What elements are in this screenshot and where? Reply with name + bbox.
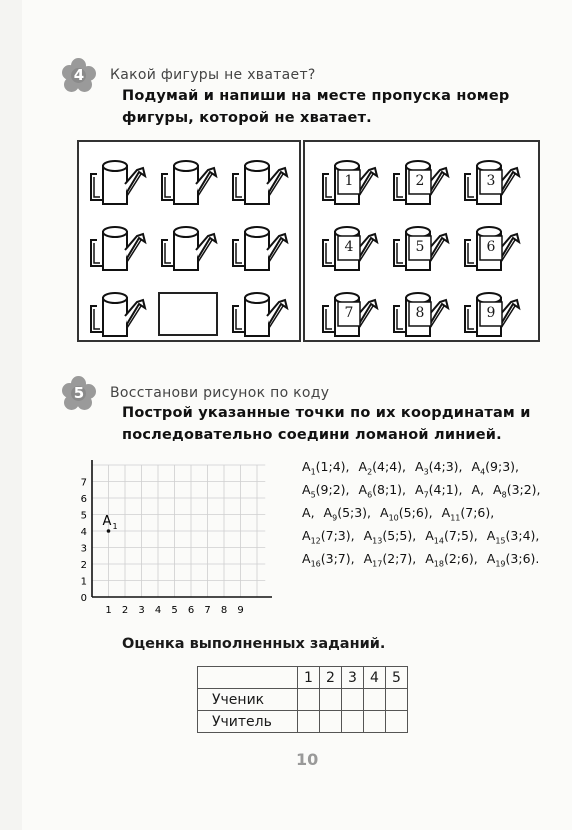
x-tick-label: 7 [204, 605, 211, 616]
grade-cell[interactable] [386, 689, 408, 711]
figure-number: 4 [344, 239, 354, 255]
numbered-watering-can-icon [461, 284, 524, 344]
left-pattern-grid [87, 152, 292, 344]
task4-instruction-line1: Подумай и напиши на месте пропуска номер [122, 88, 510, 104]
point-coordinate: $A_{12}(7;3)$, [302, 528, 355, 546]
point-coordinate: $A_{11}(7;6)$, [441, 505, 495, 523]
right-choice-grid [319, 152, 524, 344]
task-column-header: 2 [320, 667, 342, 689]
point-coordinates-list [302, 458, 552, 573]
task5-instruction [122, 402, 531, 446]
grade-cell[interactable] [342, 689, 364, 711]
point-a1-label-subscript: 1 [112, 522, 118, 531]
task-column-header: 4 [364, 667, 386, 689]
task5-number: 5 [73, 384, 85, 402]
task-column-header: 3 [342, 667, 364, 689]
page-number: 10 [296, 750, 319, 769]
point-a1 [107, 529, 111, 533]
x-tick-label: 5 [171, 605, 178, 616]
figure-number: 7 [344, 305, 354, 321]
task-column-header: 5 [386, 667, 408, 689]
point-coordinate: $A_5(9;2)$, [302, 482, 350, 500]
y-tick-label: 0 [80, 593, 87, 604]
numbered-watering-can-icon [390, 152, 453, 212]
figure-number: 2 [415, 173, 425, 189]
grade-cell[interactable] [320, 711, 342, 733]
grade-cell[interactable] [298, 689, 320, 711]
row-label: Учитель [198, 711, 298, 733]
grade-cell[interactable] [364, 689, 386, 711]
numbered-watering-can-icon [461, 152, 524, 212]
coordinate-grid [76, 458, 272, 618]
task4-title: Какой фигуры не хватает? [110, 67, 316, 83]
figure-number: 5 [415, 239, 425, 255]
task4-flower-icon [62, 58, 96, 92]
watering-can-icon [87, 152, 150, 212]
y-tick-label: 6 [80, 494, 87, 505]
watering-can-icon [229, 284, 292, 344]
watering-can-icon [229, 218, 292, 278]
point-coordinate: A, [302, 505, 315, 521]
figure-number: 3 [486, 173, 496, 189]
task4-instruction [122, 85, 509, 129]
x-tick-label: 8 [220, 605, 228, 616]
numbered-watering-can-icon [319, 218, 382, 278]
point-coordinate: $A_4(9;3)$, [471, 459, 520, 477]
point-coordinate: $A_{17}(2;7)$, [363, 551, 417, 569]
point-coordinate: $A_9(5;3)$, [323, 505, 372, 523]
x-tick-label: 9 [237, 605, 244, 616]
task5-instruction-line1: Построй указанные точки по их координатам и [122, 405, 531, 421]
grade-cell[interactable] [298, 711, 320, 733]
watering-can-icon [158, 218, 221, 278]
numbered-watering-can-icon [390, 218, 453, 278]
point-coordinate: $A_3(4;3)$, [415, 459, 463, 477]
grade-cell[interactable] [364, 711, 386, 733]
task-column-header: 1 [298, 667, 320, 689]
point-coordinate: $A_{15}(3;4)$, [486, 528, 540, 546]
point-coordinate: $A_{19}(3;6)$. [486, 551, 540, 569]
y-tick-label: 5 [80, 510, 87, 522]
x-tick-label: 3 [138, 605, 145, 616]
watering-can-icon [87, 218, 150, 278]
y-tick-label: 4 [80, 527, 87, 538]
point-coordinate: $A_6(8;1)$, [358, 482, 407, 500]
y-tick-label: 2 [80, 560, 87, 571]
numbered-watering-can-icon [390, 284, 453, 344]
watering-can-icon [158, 152, 221, 212]
watering-can-icon [87, 284, 150, 344]
task4-number: 4 [73, 66, 85, 84]
point-coordinate: $A_1(1;4)$, [302, 459, 350, 477]
task4-instruction-line2: фигуры, которой не хватает. [122, 110, 372, 126]
y-tick-label: 3 [80, 543, 87, 555]
missing-figure-blank[interactable] [158, 284, 221, 344]
grade-cell[interactable] [342, 711, 364, 733]
table-row [198, 689, 408, 711]
task5-flower-icon [62, 376, 96, 410]
y-tick-label: 1 [80, 576, 87, 588]
point-coordinate: $A_{18}(2;6)$, [425, 551, 478, 569]
x-tick-label: 4 [154, 605, 162, 616]
grade-cell[interactable] [320, 689, 342, 711]
x-tick-label: 6 [187, 605, 195, 616]
point-coordinate: $A_2(4;4)$, [358, 459, 407, 477]
figures-frame [77, 140, 540, 342]
figure-number: 1 [344, 173, 354, 189]
frame-divider [299, 140, 305, 342]
figure-number: 9 [486, 305, 496, 321]
table-row [198, 711, 408, 733]
point-a1-label: A [102, 514, 112, 529]
point-coordinate: $A_{13}(5;5)$, [363, 528, 417, 546]
table-corner-cell [198, 667, 298, 689]
evaluation-table [197, 666, 408, 733]
point-coordinate: $A_{14}(7;5)$, [425, 528, 478, 546]
row-label: Ученик [198, 689, 298, 711]
evaluation-title: Оценка выполненных заданий. [122, 636, 386, 652]
figure-number: 6 [486, 239, 496, 255]
figure-number: 8 [415, 305, 425, 321]
watering-can-icon [229, 152, 292, 212]
task5-instruction-line2: последовательно соедини ломаной линией. [122, 427, 502, 443]
y-tick-label: 7 [80, 477, 87, 489]
numbered-watering-can-icon [461, 218, 524, 278]
point-coordinate: $A_8(3;2)$, [493, 482, 541, 500]
task5-title: Восстанови рисунок по коду [110, 385, 330, 401]
numbered-watering-can-icon [319, 284, 382, 344]
point-coordinate: $A_7(4;1)$, [415, 482, 463, 500]
point-coordinate: $A_{16}(3;7)$, [302, 551, 355, 569]
x-tick-label: 2 [121, 605, 129, 616]
numbered-watering-can-icon [319, 152, 382, 212]
point-coordinate: A, [471, 482, 485, 498]
grade-cell[interactable] [386, 711, 408, 733]
x-tick-label: 1 [105, 605, 112, 616]
point-coordinate: $A_{10}(5;6)$, [380, 505, 433, 523]
